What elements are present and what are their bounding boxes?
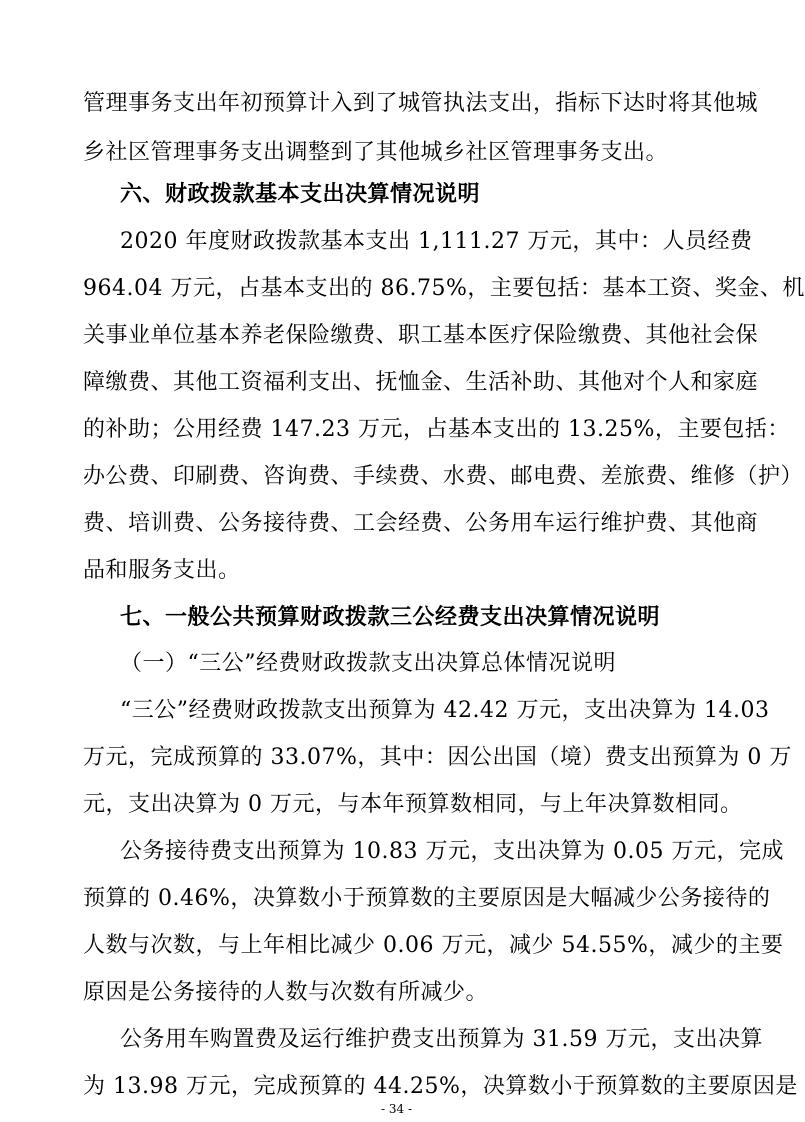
paragraph-line: 费、培训费、公务接待费、工会经费、公务用车运行维护费、其他商: [83, 511, 759, 536]
paragraph-line: 预算的 0.46%，决算数小于预算数的主要原因是大幅减少公务接待的: [83, 886, 771, 911]
paragraph-line: 2020 年度财政拨款基本支出 1,111.27 万元，其中：人员经费: [120, 229, 753, 254]
paragraph-line: 障缴费、其他工资福利支出、抚恤金、生活补助、其他对个人和家庭: [83, 370, 759, 395]
paragraph-line: 万元，完成预算的 33.07%，其中：因公出国（境）费支出预算为 0 万: [83, 745, 792, 770]
paragraph-line: 的补助；公用经费 147.23 万元，占基本支出的 13.25%，主要包括：: [83, 417, 790, 442]
paragraph-line: 关事业单位基本养老保险缴费、职工基本医疗保险缴费、其他社会保: [83, 323, 759, 348]
paragraph-line: 964.04 万元，占基本支出的 86.75%，主要包括：基本工资、奖金、机: [83, 276, 805, 301]
paragraph-line: 公务用车购置费及运行维护费支出预算为 31.59 万元，支出决算: [120, 1027, 763, 1052]
section-heading: 六、财政拨款基本支出决算情况说明: [120, 182, 481, 207]
paragraph-line: 办公费、印刷费、咨询费、手续费、水费、邮电费、差旅费、维修（护）: [83, 464, 804, 489]
paragraph-line: “三公”经费财政拨款支出预算为 42.42 万元，支出决算为 14.03: [120, 698, 770, 723]
section-heading: 七、一般公共预算财政拨款三公经费支出决算情况说明: [120, 605, 661, 630]
paragraph-line: 品和服务支出。: [83, 558, 241, 583]
paragraph-line: 原因是公务接待的人数与次数有所减少。: [83, 980, 489, 1005]
paragraph-line: 乡社区管理事务支出调整到了其他城乡社区管理事务支出。: [83, 140, 669, 165]
paragraph-line: 元，支出决算为 0 万元，与本年预算数相同，与上年决算数相同。: [83, 792, 743, 817]
paragraph-line: 为 13.98 万元，完成预算的 44.25%，决算数小于预算数的主要原因是: [83, 1074, 798, 1099]
paragraph-line: 管理事务支出年初预算计入到了城管执法支出，指标下达时将其他城: [83, 91, 759, 116]
paragraph-line: 公务接待费支出预算为 10.83 万元，支出决算为 0.05 万元，完成: [120, 839, 784, 864]
page-number: - 34 -: [380, 1102, 412, 1116]
paragraph-line: 人数与次数，与上年相比减少 0.06 万元，减少 54.55%，减少的主要: [83, 933, 784, 958]
subsection-heading: （一）“三公”经费财政拨款支出决算总体情况说明: [120, 651, 616, 676]
